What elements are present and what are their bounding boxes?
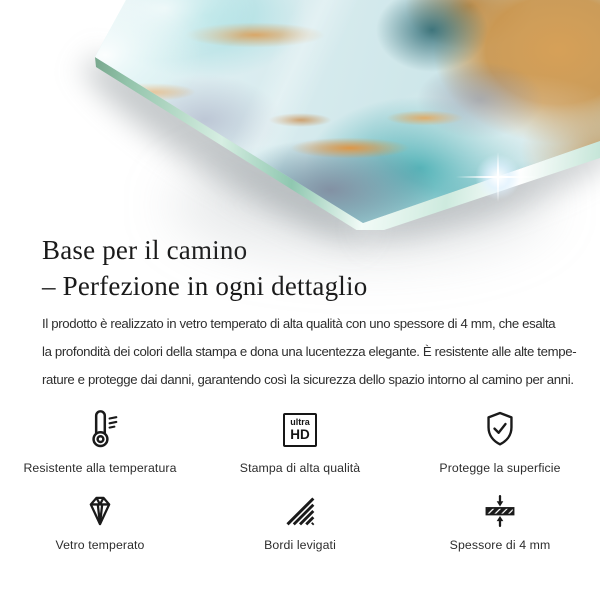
sparkle-ray-vertical	[497, 152, 499, 202]
feature-temperature	[0, 406, 200, 475]
thickness-4mm-icon	[479, 491, 521, 531]
feature-polished-edges	[200, 491, 400, 552]
feature-surface-protection	[400, 406, 600, 475]
feature-label: Resistente alla temperatura	[23, 461, 177, 475]
feature-thickness	[400, 491, 600, 552]
feature-label: Bordi levigati	[264, 538, 336, 552]
diamond-icon	[79, 491, 121, 531]
description-line: Il prodotto è realizzato in vetro temperato di alta qualità con uno spessore di 4 mm, che esalta	[42, 316, 556, 331]
feature-label: Protegge la superficie	[439, 461, 561, 475]
feature-label: Stampa di alta qualità	[239, 461, 361, 475]
feature-grid	[0, 406, 600, 552]
ultra-hd-badge-top: ultra	[290, 417, 310, 428]
ultra-hd-badge	[283, 413, 317, 447]
description-line: la profondità dei colori della stampa e dona una lucentezza elegante. È resistente alle alte tempe-	[42, 344, 577, 359]
shield-check-icon	[478, 406, 522, 454]
polished-edge-icon	[280, 491, 320, 531]
thermometer-icon	[77, 406, 123, 454]
sparkle-highlight-icon	[456, 152, 540, 202]
description-line: rature e protegge dai danni, garantendo così la sicurezza dello spazio intorno al camino per anni.	[42, 372, 574, 387]
ultra-hd-icon	[283, 406, 317, 454]
feature-label: Vetro temperato	[55, 538, 145, 552]
page-title-line1: Base per il camino	[42, 235, 248, 265]
feature-tempered-glass	[0, 491, 200, 552]
feature-print-quality	[200, 406, 400, 475]
product-photo	[0, 0, 600, 230]
product-description	[42, 310, 600, 394]
feature-label: Spessore di 4 mm	[449, 538, 551, 552]
ultra-hd-badge-bottom: HD	[290, 427, 310, 443]
page-title-line2: – Perfezione in ogni dettaglio	[42, 271, 368, 301]
